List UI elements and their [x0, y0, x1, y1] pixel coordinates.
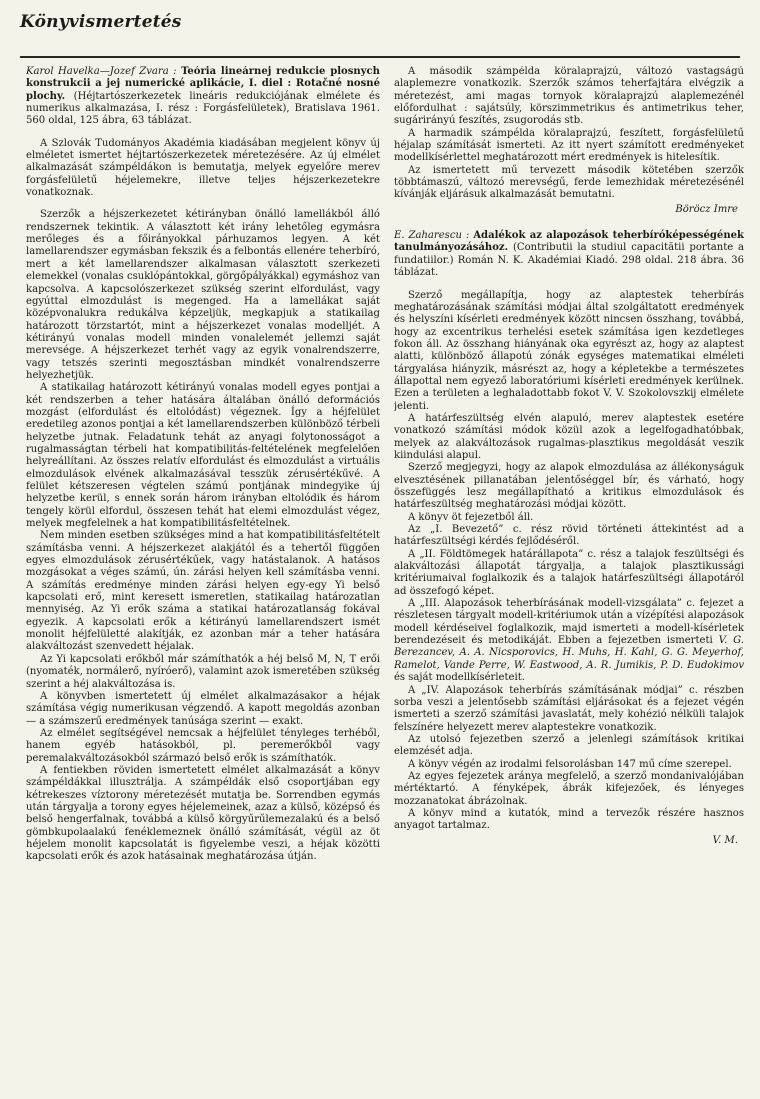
review1-citation [26, 66, 380, 128]
spacer [394, 280, 744, 290]
review1-signature: Böröcz Imre [675, 203, 738, 215]
columns [26, 66, 744, 1093]
review1-paragraph: Az elmélet segítségével nemcsak a héjfelület tényleges terhéből, hanem egyéb hatásokból, pl. peremerőkből vagy peremalakváltozásokból származó belső erők is számíthatók. [26, 727, 380, 764]
review1-paragraph: Szerzők a héjszerkezetet kétirányban önálló lamellákból álló rendszernek tekintik. A választott két irány lehetőleg egymásra merőleges és a főirányokkal párhuzamos legyen. A két lamellarendszer egymásban fekszik és a felbontás ellenére teherbíró, mert a két lamellarendszer alkalmasan választott szerkezeti elemekkel (vonalas csuklópántokkal, görgőpályákkal) egymáshoz van kapcsolva. A kapcsolószerkezet szükség szerint elfordulást, vagy egyúttal elmozdulást is megenged. Ha a lamellákat saját középvonalukra redukálva képzeljük, megkapjuk a statikailag határozott törzstartót, mint a héjszerkezet vonalas modelljét. A kétirányú vonalas modell minden vonalelemét jellemzi saját merevsége. A héjszerkezet terhét vagy az egyik vonalrendszerre, vagy tetszés szerinti megosztásban mindkét vonalrendszerre helyezhetjük. [26, 209, 380, 381]
review1-paragraph: A második számpélda köralaprajzú, változó vastagságú alaplemezre vonatkozik. Szerzők számos teherfajtára elvégzik a méretezést, ami magas tornyok köralaprajzú alaplemezénél előfordulhat : sajátsúly, körszimmetrikus és antimetrikus teher, sugárirányú feszítés, zsugorodás stb. [393, 66, 744, 127]
review2-authors: E. Zaharescu : [393, 230, 470, 242]
review2-title: Adalékok az alapozások teherbíróképességének tanulmányozásához. [393, 230, 744, 254]
spacer [26, 199, 380, 209]
review2-signature: V. M. [712, 834, 738, 846]
review2-paragraph: A könyv végén az irodalmi felsorolásban 147 mű címe szerepel. [407, 758, 732, 770]
review1-title: Teória lineárnej redukcie plosnych konstrukcii a jej numerické aplikácie, I. diel : Rotačné nosné plochy. [26, 66, 380, 102]
review2-paragraph: Szerző megjegyzi, hogy az alapok elmozdulása az állékonyságuk elvesztésének pillanatában jelentőséggel bír, és várható, hogy összefüggés lesz megállapítható a kritikus elmozdulások és határfeszültség meghatározási módjai között. [393, 462, 744, 511]
review1-authors: Karol Havelka—Jozef Zvara : [26, 66, 177, 77]
right-column [394, 66, 744, 1093]
review2-paragraph: Az egyes fejezetek aránya megfelelő, a szerző mondanivalójában mértéktartó. A fényképek, ábrák kifejezőek, és lényeges mozzanatokat ábrázolnak. [393, 770, 744, 807]
review2-paragraph: Az „I. Bevezető” c. rész rövid történeti áttekintést ad a határfeszültségi kérdés fejlődéséről. [393, 524, 744, 548]
review2-p7-names: V. G. Berezancev, A. A. Nicsporovics, H. Muhs, H. Kahl, G. G. Meyerhof, Ramelot, Vande Perre, W. Eastwood, A. R. Jumikis, P. D. Eudokimov [393, 635, 744, 671]
review1-paragraph: A könyvben ismertetett új elmélet alkalmazásakor a héjak számítása végig numerikusan végzendő. A kapott megoldás azonban — a számszerű eredmények tanúsága szerint — exakt. [26, 690, 380, 727]
review2-paragraph: A határfeszültség elvén alapuló, merev alaptestek esetére vonatkozó számítási módok közül azok a legelfogadhatóbbak, melyek az alakváltozások rugalmas-plasztikus megoldását veszik kiindulási alapul. [393, 412, 744, 461]
review2-details: (Contributii la studiul capacitătii portante a fundatiilor.) Román N. K. Akadémiai Kiadó. 298 oldal. 218 ábra. 36 táblázat. [393, 242, 744, 279]
review1-paragraph: A harmadik számpélda köralaprajzú, feszített, forgásfelületű héjalap számítását ismerteti. Az itt nyert számított eredményeket modellkísérlettel meghatározott mért eredmények is hitelesítik. [393, 127, 744, 164]
review2-paragraph: A könyv öt fejezetből áll. [407, 511, 534, 523]
review1-paragraph: Nem minden esetben szükséges mind a hat kompatibilitásfeltételt számításba venni. A héjszerkezet alakjától és a tehertől függően egyes elmozdulások zérusértékűek, vagy hatástalanok. A hatásos mozgásokat a véges számú, ún. zárási helyen kell számításba venni. A számítás eredménye minden zárási helyen egy-egy Yi belső kapcsolati erő, mint keresett ismeretlen, statikailag határozatlan mennyiség. Az Yi erők száma a statikai határozatlanság fokával egyezik. A kapcsolati erők a kétirányú lamellarendszert ismét monolit héjfelületté alakítják, ez azonban már a teher hatására alakváltozást szenvedett héjalak. [26, 530, 380, 653]
review2-p7-text: A „III. Alapozások teherbírásának modell-vizsgálata” c. fejezet a részletesen tárgyalt modell-kritériumok után a vízépítési alapozások modell kérdéseivel foglalkozik, majd ismerteti a modell-kísérletek berendezéseit és metodikáját. Ebben a fejezetben ismerteti [393, 598, 744, 647]
review1-paragraph: A fentiekben röviden ismertetett elmélet alkalmazását a könyv számpéldákkal illusztrálja. A számpéldák első csoportjában egy kétrekeszes víztorony méretezését mutatja be. Sorrendben egymás után tárgyalja a torony egyes héjelemeinek, azaz a külső, középső és belső hengerfalnak, továbbá a külső körgyűrűlemezalakú és a belső gömbkupolaalakú fenéklemeznek önálló számítását, végül az öt héjelem monolit kapcsolatát is figyelembe veszi, a héjak közötti kapcsolati erők és azok hatásainak meghatározása útján. [26, 764, 380, 863]
left-column [26, 66, 380, 1093]
review2-paragraph: A könyv mind a kutatók, mind a tervezők részére hasznos anyagot tartalmaz. [393, 807, 744, 832]
review2-paragraph: Az utolsó fejezetben szerző a jelenlegi számítások kritikai elemzését adja. [393, 733, 744, 758]
review1-paragraph: A statikailag határozott kétirányú vonalas modell egyes pontjai a két rendszerben a teher hatására általában önálló deformációs mozgást (elfordulást és eltolódást) végeznek. Így a héjfelület eredetileg azonos pontjai a két lamellarendszerben különböző térbeli helyzetbe jutnak. Feladatunk tehát az anyagi folytonosságot a rugalmasságtan térbeli hat kompatibilitás-feltételének megfelelően helyreállítani. Az összes relatív elfordulást és elmozdulást a virtuális elmozdulások elvének alkalmazásával tesszük zérusértékűvé. A felület kétszeresen végtelen számú pontjának mindegyike új helyzetbe kerül, s ennek során három irányban eltolódik és három tengely körül elfordul, összesen tehát hat elemi elmozdulást végez, melyek megfelelnek a hat kompatibilitásfeltételnek. [26, 382, 380, 530]
review2-paragraph [394, 598, 744, 684]
review2-p7-end: és saját modellkísérleteit. [393, 672, 525, 684]
spacer [26, 128, 380, 138]
review1-paragraph: Az ismertetett mű tervezett második kötetében szerzők többtámaszú, változó merevségű, ferde lemezhidak méretezésénél kívánják eljárásuk alkalmazását bemutatni. [393, 164, 744, 201]
review1-paragraph: A Szlovák Tudományos Akadémia kiadásában megjelent könyv új elméletet ismertet héjtartószerkezetek méretezésére. Az új elmélet alkalmazását számpéldákon is bemutatja, melyek egyelőre merev forgásfelületű héjelemekre, illetve teljes héjszerkezetekre vonatkoznak. [26, 137, 380, 199]
title-rule [20, 56, 740, 58]
review1-details: (Héjtartószerkezetek lineáris redukciójának elmélete és numerikus alkalmazása, I. rész : Forgásfelületek), Bratislava 1961. 560 oldal, 125 ábra, 63 táblázat. [26, 90, 380, 127]
section-title: Könyvismertetés [20, 12, 182, 32]
review2-paragraph: A „IV. Alapozások teherbírás számításának módjai” c. részben sorba veszi a jelentősebb számítási eljárásokat és a fejezet végén ismerteti a szerző számítási javaslatát, mely kohézió nélküli talajok felszínére helyezett merev alaptestekre vonatkozik. [393, 684, 744, 733]
review2-paragraph: Szerző megállapítja, hogy az alaptestek teherbírás meghatározásának számítási módjai által szolgáltatott eredmények és helyszíni kísérleti eredmények között nincsen összhang, továbbá, hogy az excentrikus terhelési esetek számítása igen kezdetleges fokon áll. Az összhang hiányának oka egyrészt az, hogy az alaptest alatti, különböző állapotú zónák egységes matematikai elméleti tárgyalása hiányzik, másrészt az, hogy a képletekbe a természetes állapottal nem egyező laboratóriumi kísérleti eredmények kerülnek. Ezen a területen a leghaladottabb fokot V. V. Szokolovszkij elmélete jelenti. [393, 289, 744, 412]
review2-citation [394, 230, 744, 279]
review1-paragraph: Az Yi kapcsolati erőkből már számíthatók a héj belső M, N, T erői (nyomaték, normálerő, nyíróerő), valamint azok ismeretében szükség szerint a héj alakváltozása is. [26, 653, 380, 690]
review2-paragraph: A „II. Földtömegek határállapota” c. rész a talajok feszültségi és alakváltozási állapotát tárgyalja, a talajok plasztikussági kritériumaival foglalkozik és a talajok határfeszültségi állapotáról ad összefogó képet. [393, 548, 744, 597]
